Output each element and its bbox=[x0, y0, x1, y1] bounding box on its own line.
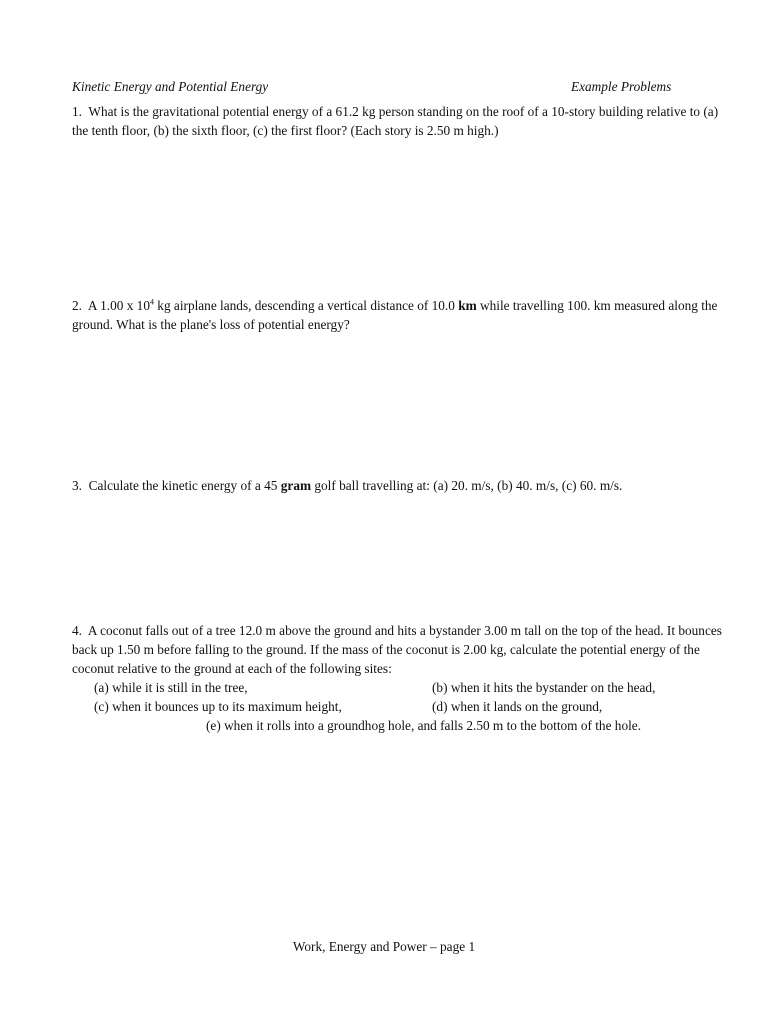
problem-4-number: 4. bbox=[72, 623, 82, 638]
problem-3-body-start: Calculate the kinetic energy of a 45 bbox=[88, 478, 281, 493]
problem-4-part-c: (c) when it bounces up to its maximum height, bbox=[94, 699, 342, 714]
problem-3 bbox=[72, 476, 722, 495]
problem-4-body: A coconut falls out of a tree 12.0 m above the ground and hits a bystander 3.00 m tall on the top of the head. It bounces back up 1.50 m before falling to the ground. If the mass of the coconut is 2.00 kg, calculate the potential energy of the coconut relative to the ground at each of the following sites: bbox=[72, 623, 722, 676]
problem-1-text bbox=[72, 102, 722, 140]
problem-4 bbox=[72, 621, 722, 735]
problem-2-number: 2. bbox=[72, 298, 82, 313]
header-subtitle: Example Problems bbox=[571, 79, 672, 94]
problem-2-text bbox=[72, 296, 722, 334]
problem-1-number: 1. bbox=[72, 104, 82, 119]
problem-3-number: 3. bbox=[72, 478, 82, 493]
problem-2-body-mid: kg airplane lands, descending a vertical distance of 10.0 bbox=[153, 298, 459, 313]
problem-3-text bbox=[72, 476, 722, 495]
problem-2-body-start: A 1.00 x 10 bbox=[87, 298, 150, 313]
problem-2-bold-unit: km bbox=[458, 298, 477, 313]
page-footer: Work, Energy and Power – page 1 bbox=[292, 939, 476, 954]
problem-3-body-end: golf ball travelling at: (a) 20. m/s, (b) 40. m/s, (c) 60. m/s. bbox=[311, 478, 623, 493]
problem-4-part-b: (b) when it hits the bystander on the head, bbox=[432, 680, 656, 695]
problem-4-part-d: (d) when it lands on the ground, bbox=[432, 699, 603, 714]
problem-4-parts bbox=[72, 678, 722, 735]
header-title: Kinetic Energy and Potential Energy bbox=[72, 79, 269, 94]
problem-4-part-e: (e) when it rolls into a groundhog hole, and falls 2.50 m to the bottom of the hole. bbox=[206, 718, 642, 733]
problem-3-bold-unit: gram bbox=[280, 478, 312, 493]
problem-4-part-a: (a) while it is still in the tree, bbox=[94, 680, 248, 695]
problem-2-exponent: 4 bbox=[149, 297, 154, 307]
problem-1-body: What is the gravitational potential energy of a 61.2 kg person standing on the roof of a 10-story building relative to (a) the tenth floor, (b) the sixth floor, (c) the first floor? (Each story is 2.50 m high.) bbox=[72, 104, 719, 138]
problem-2-body-end: while travelling 100. km measured along the ground. What is the plane's loss of potential energy? bbox=[72, 298, 718, 332]
problem-4-text bbox=[72, 621, 722, 678]
problem-2 bbox=[72, 296, 722, 334]
problem-1 bbox=[72, 102, 722, 140]
